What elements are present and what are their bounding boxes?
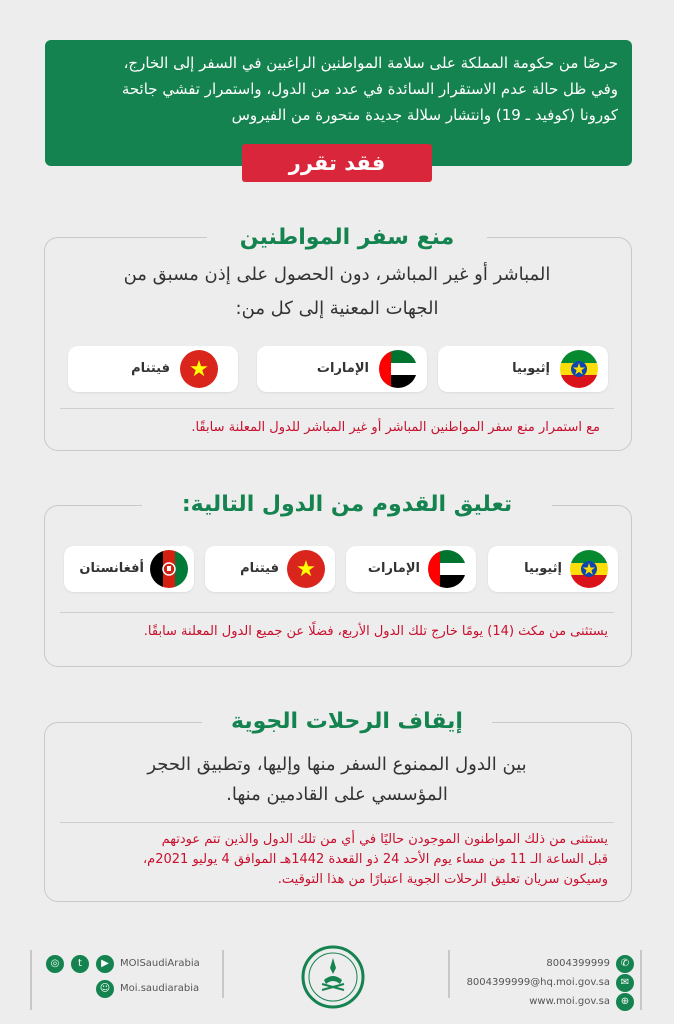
travel-ban-body [60,258,614,326]
body-line: المباشر أو غير المباشر، دون الحصول على إذن مسبق من [123,264,551,285]
country-uae [257,346,427,392]
web-icon: ⊕ [616,993,634,1011]
divider [60,408,614,409]
ethiopia-flag-icon [570,550,608,588]
note-line: وسيكون سريان تعليق الرحلات الجوية اعتبارًا من هذا التوقيت. [277,872,608,887]
instagram-icon[interactable]: ◎ [46,955,64,973]
intro-line: وفي ظل حالة عدم الاستقرار السائدة في عدد من الدول، واستمرار تفشي جائحة [121,80,618,98]
vietnam-flag-icon [287,550,325,588]
afghanistan-flag-icon [150,550,188,588]
country-name: إثيوبيا [524,561,562,576]
phone-icon: ✆ [616,955,634,973]
country-uae [346,546,476,592]
arrival-suspension-note: يستثنى من مكث (14) يومًا خارج تلك الدول الأربع، فضلًا عن جميع الدول المعلنة سابقًا. [143,624,608,639]
footer-divider-right-edge [640,950,642,1010]
footer-divider-left-edge [30,950,32,1010]
uae-flag-icon [428,550,466,588]
country-afghanistan [64,546,194,592]
snapchat-icon[interactable]: ☺ [96,980,114,998]
country-name: إثيوبيا [512,361,550,376]
country-name: الإمارات [316,361,369,376]
divider [60,612,614,613]
email-icon: ✉ [616,974,634,992]
intro-text [59,50,618,128]
email-address[interactable]: 8004399999@hq.moi.gov.sa [466,977,610,988]
body-line: بين الدول الممنوع السفر منها وإليها، وتطبيق الحجر [147,754,527,775]
travel-ban-note: مع استمرار منع سفر المواطنين المباشر أو غير المباشر للدول المعلنة سابقًا. [191,420,600,435]
website-link[interactable]: www.moi.gov.sa [529,996,610,1007]
country-name: فيتنام [240,561,279,576]
arrival-suspension-title: تعليق القدوم من الدول التالية: [142,489,552,521]
country-ethiopia [488,546,618,592]
note-line: قبل الساعة الـ 11 من مساء يوم الأحد 24 ذو القعدة 1442هـ الموافق 4 يوليو 2021م، [142,852,608,867]
vietnam-flag-icon [180,350,218,388]
flights-suspension-title: إيقاف الرحلات الجوية [202,706,492,738]
country-vietnam [68,346,238,392]
travel-ban-title: منع سفر المواطنين [207,222,487,254]
ethiopia-flag-icon [560,350,598,388]
social-handle[interactable]: MOISaudiArabia [120,958,200,969]
flights-suspension-body [60,750,614,810]
body-line: المؤسسي على القادمين منها. [226,784,448,805]
flights-suspension-note [60,830,608,890]
phone-number[interactable]: 8004399999 [546,958,610,969]
footer-divider [448,950,450,998]
note-line: يستثنى من ذلك المواطنون الموجودن حاليًا في أي من تلك الدول والذين تتم عودتهم [161,832,608,847]
twitter-icon[interactable]: t [71,955,89,973]
uae-flag-icon [379,350,417,388]
decided-label: فقد تقرر [242,144,432,182]
youtube-icon[interactable]: ▶ [96,955,114,973]
country-name: فيتنام [131,361,170,376]
country-name: أفغانستان [79,561,144,576]
moi-emblem-logo [300,944,366,1010]
intro-line: كورونا (كوفيد ـ 19) وانتشار سلالة جديدة متحورة من الفيروس [231,106,618,124]
country-name: الإمارات [367,561,420,576]
divider [60,822,614,823]
body-line: الجهات المعنية إلى كل من: [235,298,439,319]
country-ethiopia [438,346,608,392]
country-vietnam [205,546,335,592]
footer-divider [222,950,224,998]
intro-line: حرصًا من حكومة المملكة على سلامة المواطنين الراغبين في السفر إلى الخارج، [123,54,618,72]
snapchat-handle[interactable]: Moi.saudiarabia [120,983,200,994]
